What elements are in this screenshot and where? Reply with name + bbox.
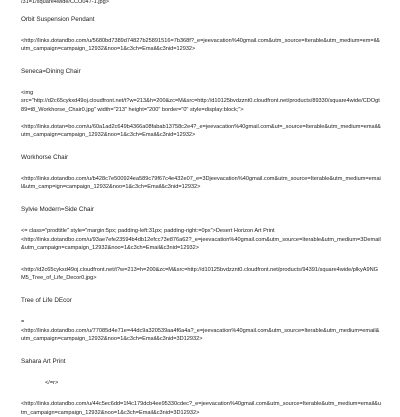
markup-fragment-desert-horizon: <= class="prodtitle" style="margin:5px; padding-left:31px; padding-right:=0px">Desert Horizon Art Print — [21, 227, 275, 234]
equals-fragment: = — [21, 318, 25, 325]
top-fragment: /31=1/square4wide/CCO047-1.jpg> — [21, 0, 110, 5]
product-title-seneca: Seneca=Dining Chair — [21, 67, 81, 75]
image-link-tree-of-life[interactable]: <http://d2c65cykxd49oj.cloudfront.net/t?w=213=h=200&zc=M&src=http://d10125bvdzznt0.cloudfront.net/products/94391/square4wide/plkyA9NGM5_Tree_of_Life_Decor0.jpg> — [21, 266, 378, 282]
product-title-sylvie: Sylvie Modern=Side Chair — [21, 205, 94, 213]
product-title-sahara: Sahara Art Print — [21, 357, 66, 365]
product-link-orbit[interactable]: <http://links.dotandbo.com/u/5680bd7389d74827b25891516=7b368f?_e=jeevacation%40gmail.com&utm_source=Iterable&utm_medium=em=il&utm_campaign=campaign_12932&noo=1&c3ch=Email&c3nid=12932> — [21, 37, 380, 53]
product-link-workhorse[interactable]: <http://links.dotandbo.com/u/b428c7e500924ea589c79f67c4e432e07_e=3Djeevacation%40gmail.com&utm_source=Iterable&utm_medium=email&utm_camp=ign=campaign_12932&noo=1&c3ch=Email&c3nid=12932> — [21, 175, 381, 191]
document-body — [21, 0, 381, 417]
tr-fragment: </=r> — [45, 379, 59, 386]
product-link-seneca[interactable]: <http://links.dotan=bo.com/u/60a1ad2c649b4366a08fabab13758c2e4?_e=jeevacation%40gmail.com&ut=_source=Iterable&utm_medium=email&utm_campaign=campaign_12932&noo=1&c3ch=Email&c3nid=12932> — [21, 123, 381, 139]
img-tag-src: src="http://d2c65cykxd49oj.cloudfront.net/t?w=213&h=200&zc=M&src=http://d10125bvdzznt0.cloudfront.net/products/89330/square4wide/CDOgt89=t8_Workhorse_Chair0.jpg" width="213" height="200" border="0" style=display:block;"> — [21, 98, 380, 113]
product-link-tree-of-life[interactable]: <http://links.dotandbo.com/u/77085d4e71e=44dc9a320539aa4f6a4a?_e=jeevacation%40gmail.com&utm_source=Iterable&utm_medium=email&utm_campaign=campaign_12932&noo=1&c3ch=Email&c3nid=3D12932> — [21, 327, 380, 343]
product-title-tree-of-life: Tree of Life DEcor — [21, 296, 72, 304]
product-title-workhorse: Workhorse Chair — [21, 153, 69, 161]
product-link-desert-horizon[interactable]: <http://links.dotandbo.com/u/93ae7efe23594b4db12efcc73e876a62?_e=jeevacation%40gmail.com&utm_source=Iterable&utm_medium=3Demail&utm_campaign=campaign_12932&noo=1&c3ch=Email&c3nid=12932> — [21, 236, 381, 252]
product-title-orbit: Orbit Suspension Pendant — [21, 15, 95, 23]
product-link-sahara[interactable]: <http://links.dotandbo.com/u/44c5ec6dd=1f4c179dcb4ee95330cdec?_e=jeevacation%40gmail.com&utm_source=Iterable&utm_medium=email&utm_campaign=campaign_12932&noo=1&c3ch=Email&c3nid=3D12932> — [21, 401, 381, 416]
img-tag-open: <img — [21, 89, 34, 96]
